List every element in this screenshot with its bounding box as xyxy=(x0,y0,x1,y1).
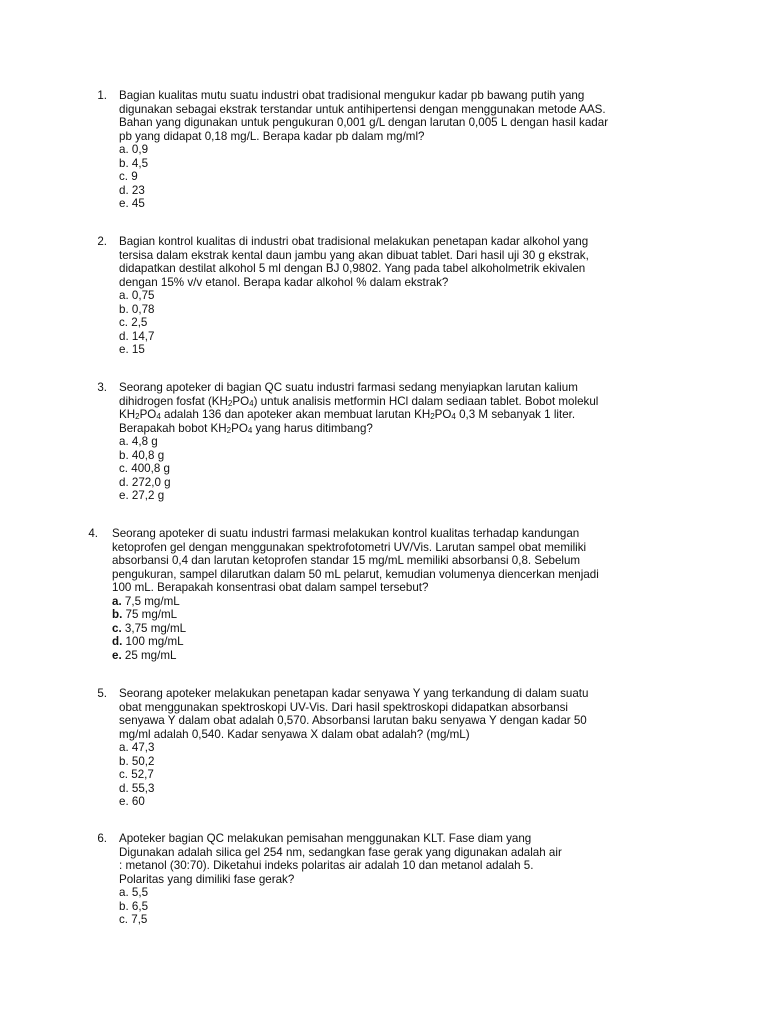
question-body xyxy=(112,527,672,662)
option-label: b. xyxy=(119,302,129,316)
question-text-line: Digunakan adalah silica gel 254 nm, sedangkan fase gerak yang digunakan adalah air xyxy=(119,845,562,859)
question-body xyxy=(119,235,679,357)
option-d xyxy=(119,476,679,490)
text-segment: Berapakah bobot KH xyxy=(119,421,227,435)
subscript: 2 xyxy=(227,398,233,408)
option-list xyxy=(119,289,679,357)
question-number: 5. xyxy=(97,687,107,700)
option-e xyxy=(119,197,679,211)
option-text: 7,5 mg/mL xyxy=(124,594,180,608)
option-label: b. xyxy=(119,156,129,170)
text-segment: PO xyxy=(232,394,250,408)
option-a xyxy=(112,595,672,609)
option-c xyxy=(119,316,679,330)
option-d xyxy=(119,330,679,344)
question-text-line: tersisa dalam ekstrak kental daun jambu yang akan dibuat tablet. Dari hasil uji 30 g ekstrak, xyxy=(119,248,589,262)
option-c xyxy=(119,768,679,782)
option-label: a. xyxy=(119,289,129,302)
text-segment: adalah 136 dan apoteker akan membuat larutan KH xyxy=(160,408,431,421)
option-e xyxy=(119,489,679,503)
option-b xyxy=(119,755,679,769)
question-text-line xyxy=(119,395,679,409)
option-c xyxy=(112,622,672,636)
option-text: 7,5 xyxy=(131,913,148,926)
question-text-line: ketoprofen gel dengan menggunakan spektrofotometri UV/Vis. Larutan sampel obat memiliki xyxy=(112,540,587,554)
option-label: c. xyxy=(112,621,122,635)
option-label: d. xyxy=(119,329,129,343)
question-text-line: absorbansi 0,4 dan larutan ketoprofen standar 15 mg/mL memiliki absorbansi 0,8. Sebelum xyxy=(112,554,581,567)
question-text-line: Bagian kontrol kualitas di industri obat tradisional melakukan penetapan kadar alkohol yang xyxy=(119,235,589,248)
subscript: 2 xyxy=(226,425,232,435)
option-text: 55,3 xyxy=(131,781,155,795)
question-text-line: pengukuran, sampel dilarutkan dalam 50 mL pelarut, kemudian volumenya diencerkan menjadi xyxy=(112,567,599,581)
option-d xyxy=(119,782,679,796)
question-text-line: 100 mL. Berapakah konsentrasi obat dalam sampel tersebut? xyxy=(112,581,429,594)
option-list xyxy=(119,886,679,927)
option-text: 0,75 xyxy=(131,289,155,302)
option-c xyxy=(119,462,679,476)
question-text-line: Bahan yang digunakan untuk pengukuran 0,001 g/L dengan larutan 0,005 L dengan hasil kadar xyxy=(119,116,609,129)
text-segment: yang harus ditimbang? xyxy=(252,421,373,435)
option-label: e. xyxy=(119,343,129,356)
question-body xyxy=(119,89,679,211)
option-list xyxy=(119,435,679,503)
question-text-line: Seorang apoteker di bagian QC suatu industri farmasi sedang menyiapkan larutan kalium xyxy=(119,381,578,394)
option-label: e. xyxy=(119,197,129,210)
subscript: 4 xyxy=(156,412,161,421)
question-text-line: obat menggunakan spektroskopi UV-Vis. Dari hasil spektroskopi didapatkan absorbansi xyxy=(119,700,568,714)
option-text: 100 mg/mL xyxy=(125,635,184,648)
option-label: c. xyxy=(119,462,129,475)
option-text: 50,2 xyxy=(131,754,155,768)
question-body xyxy=(119,381,679,503)
subscript: 2 xyxy=(430,412,435,421)
option-text: 52,7 xyxy=(131,768,154,781)
question-text-line xyxy=(119,422,679,436)
text-segment: dihidrogen fosfat (KH xyxy=(119,394,228,408)
option-text: 15 xyxy=(131,343,145,356)
option-label: b. xyxy=(112,608,123,621)
option-e xyxy=(119,343,679,357)
option-text: 6,5 xyxy=(131,899,149,913)
option-d xyxy=(112,635,672,649)
option-label: d. xyxy=(119,475,129,489)
option-text: 60 xyxy=(131,795,145,808)
option-b xyxy=(112,608,672,622)
option-label: c. xyxy=(119,913,129,926)
option-list xyxy=(119,143,679,211)
option-label: c. xyxy=(119,768,129,781)
option-label: b. xyxy=(119,899,129,913)
option-label: d. xyxy=(119,183,129,197)
question-text-line: Seorang apoteker di suatu industri farmasi melakukan kontrol kualitas terhadap kandungan xyxy=(112,527,580,540)
question-text-line: : metanol (30:70). Diketahui indeks polaritas air adalah 10 dan metanol adalah 5. xyxy=(119,859,534,872)
option-label: b. xyxy=(119,754,129,768)
question-text-line: Seorang apoteker melakukan penetapan kadar senyawa Y yang terkandung di dalam suatu xyxy=(119,687,589,700)
option-text: 40,8 g xyxy=(131,448,165,462)
question-number: 3. xyxy=(97,381,107,394)
option-text: 45 xyxy=(131,197,145,210)
question-text-line: Polaritas yang dimiliki fase gerak? xyxy=(119,872,295,886)
option-text: 2,5 xyxy=(131,316,148,329)
option-e xyxy=(112,649,672,663)
question-text-line: didapatkan destilat alkohol 5 ml dengan BJ 0,9802. Yang pada tabel alkoholmetrik ekivalen xyxy=(119,262,586,275)
option-b xyxy=(119,449,679,463)
text-segment: 0,3 M sebanyak 1 liter. xyxy=(455,408,576,421)
option-a xyxy=(119,886,679,900)
text-segment: KH xyxy=(119,408,136,421)
subscript: 4 xyxy=(249,398,254,408)
option-label: a. xyxy=(119,886,129,899)
option-text: 14,7 xyxy=(131,329,155,343)
option-text: 75 mg/mL xyxy=(125,608,178,621)
option-text: 400,8 g xyxy=(131,462,170,475)
option-label: c. xyxy=(119,316,129,329)
option-text: 4,8 g xyxy=(131,435,158,448)
option-a xyxy=(119,435,679,449)
option-text: 3,75 mg/mL xyxy=(124,621,187,635)
text-segment: PO xyxy=(139,408,157,421)
question-text-line: digunakan sebagai ekstrak terstandar untuk antihipertensi dengan menggunakan metode AAS. xyxy=(119,102,606,116)
option-text: 23 xyxy=(131,183,145,197)
option-text: 5,5 xyxy=(131,886,149,899)
option-label: a. xyxy=(119,435,129,448)
question-text-line: Bagian kualitas mutu suatu industri obat tradisional mengukur kadar pb bawang putih yang xyxy=(119,89,585,102)
question-body xyxy=(119,687,679,809)
question-number: 1. xyxy=(97,89,107,102)
option-label: e. xyxy=(112,648,122,662)
option-a xyxy=(119,143,679,157)
subscript: 4 xyxy=(247,425,253,435)
option-label: a. xyxy=(119,143,129,156)
text-segment: PO xyxy=(231,421,248,435)
option-b xyxy=(119,157,679,171)
question-text-line: senyawa Y dalam obat adalah 0,570. Absorbansi larutan baku senyawa Y dengan kadar 50 xyxy=(119,714,587,727)
option-b xyxy=(119,303,679,317)
question-text-line: mg/ml adalah 0,540. Kadar senyawa X dalam obat adalah? (mg/mL) xyxy=(119,727,470,741)
question-text-line: pb yang didapat 0,18 mg/L. Berapa kadar pb dalam mg/ml? xyxy=(119,129,425,143)
question-number: 6. xyxy=(97,832,107,845)
option-list xyxy=(119,741,679,809)
question-text-line: dengan 15% v/v etanol. Berapa kadar alkohol % dalam ekstrak? xyxy=(119,275,449,289)
option-text: 27,2 g xyxy=(131,489,165,502)
text-segment: ) untuk analisis metformin HCl dalam sediaan tablet. Bobot molekul xyxy=(253,394,599,408)
option-text: 0,9 xyxy=(131,143,149,156)
option-label: e. xyxy=(119,489,129,502)
option-d xyxy=(119,184,679,198)
option-a xyxy=(119,289,679,303)
option-label: d. xyxy=(119,781,129,795)
option-label: b. xyxy=(119,448,129,462)
question-text-line: Apoteker bagian QC melakukan pemisahan menggunakan KLT. Fase diam yang xyxy=(119,832,532,845)
option-text: 9 xyxy=(131,170,138,183)
subscript: 4 xyxy=(451,412,456,421)
option-text: 4,5 xyxy=(131,156,149,170)
option-label: c. xyxy=(119,170,129,183)
question-number: 4. xyxy=(88,527,98,540)
option-e xyxy=(119,795,679,809)
option-label: a. xyxy=(112,594,122,608)
question-body xyxy=(119,832,679,927)
option-text: 25 mg/mL xyxy=(124,648,177,662)
option-label: d. xyxy=(112,635,123,648)
question-text-line xyxy=(119,408,679,422)
subscript: 2 xyxy=(135,412,140,421)
option-c xyxy=(119,170,679,184)
option-a xyxy=(119,741,679,755)
option-text: 272,0 g xyxy=(131,475,171,489)
option-b xyxy=(119,900,679,914)
text-segment: PO xyxy=(434,408,452,421)
option-label: a. xyxy=(119,741,129,754)
option-c xyxy=(119,913,679,927)
question-number: 2. xyxy=(97,235,107,248)
option-label: e. xyxy=(119,795,129,808)
option-text: 47,3 xyxy=(131,741,155,754)
option-list xyxy=(112,595,672,663)
option-text: 0,78 xyxy=(131,302,155,316)
